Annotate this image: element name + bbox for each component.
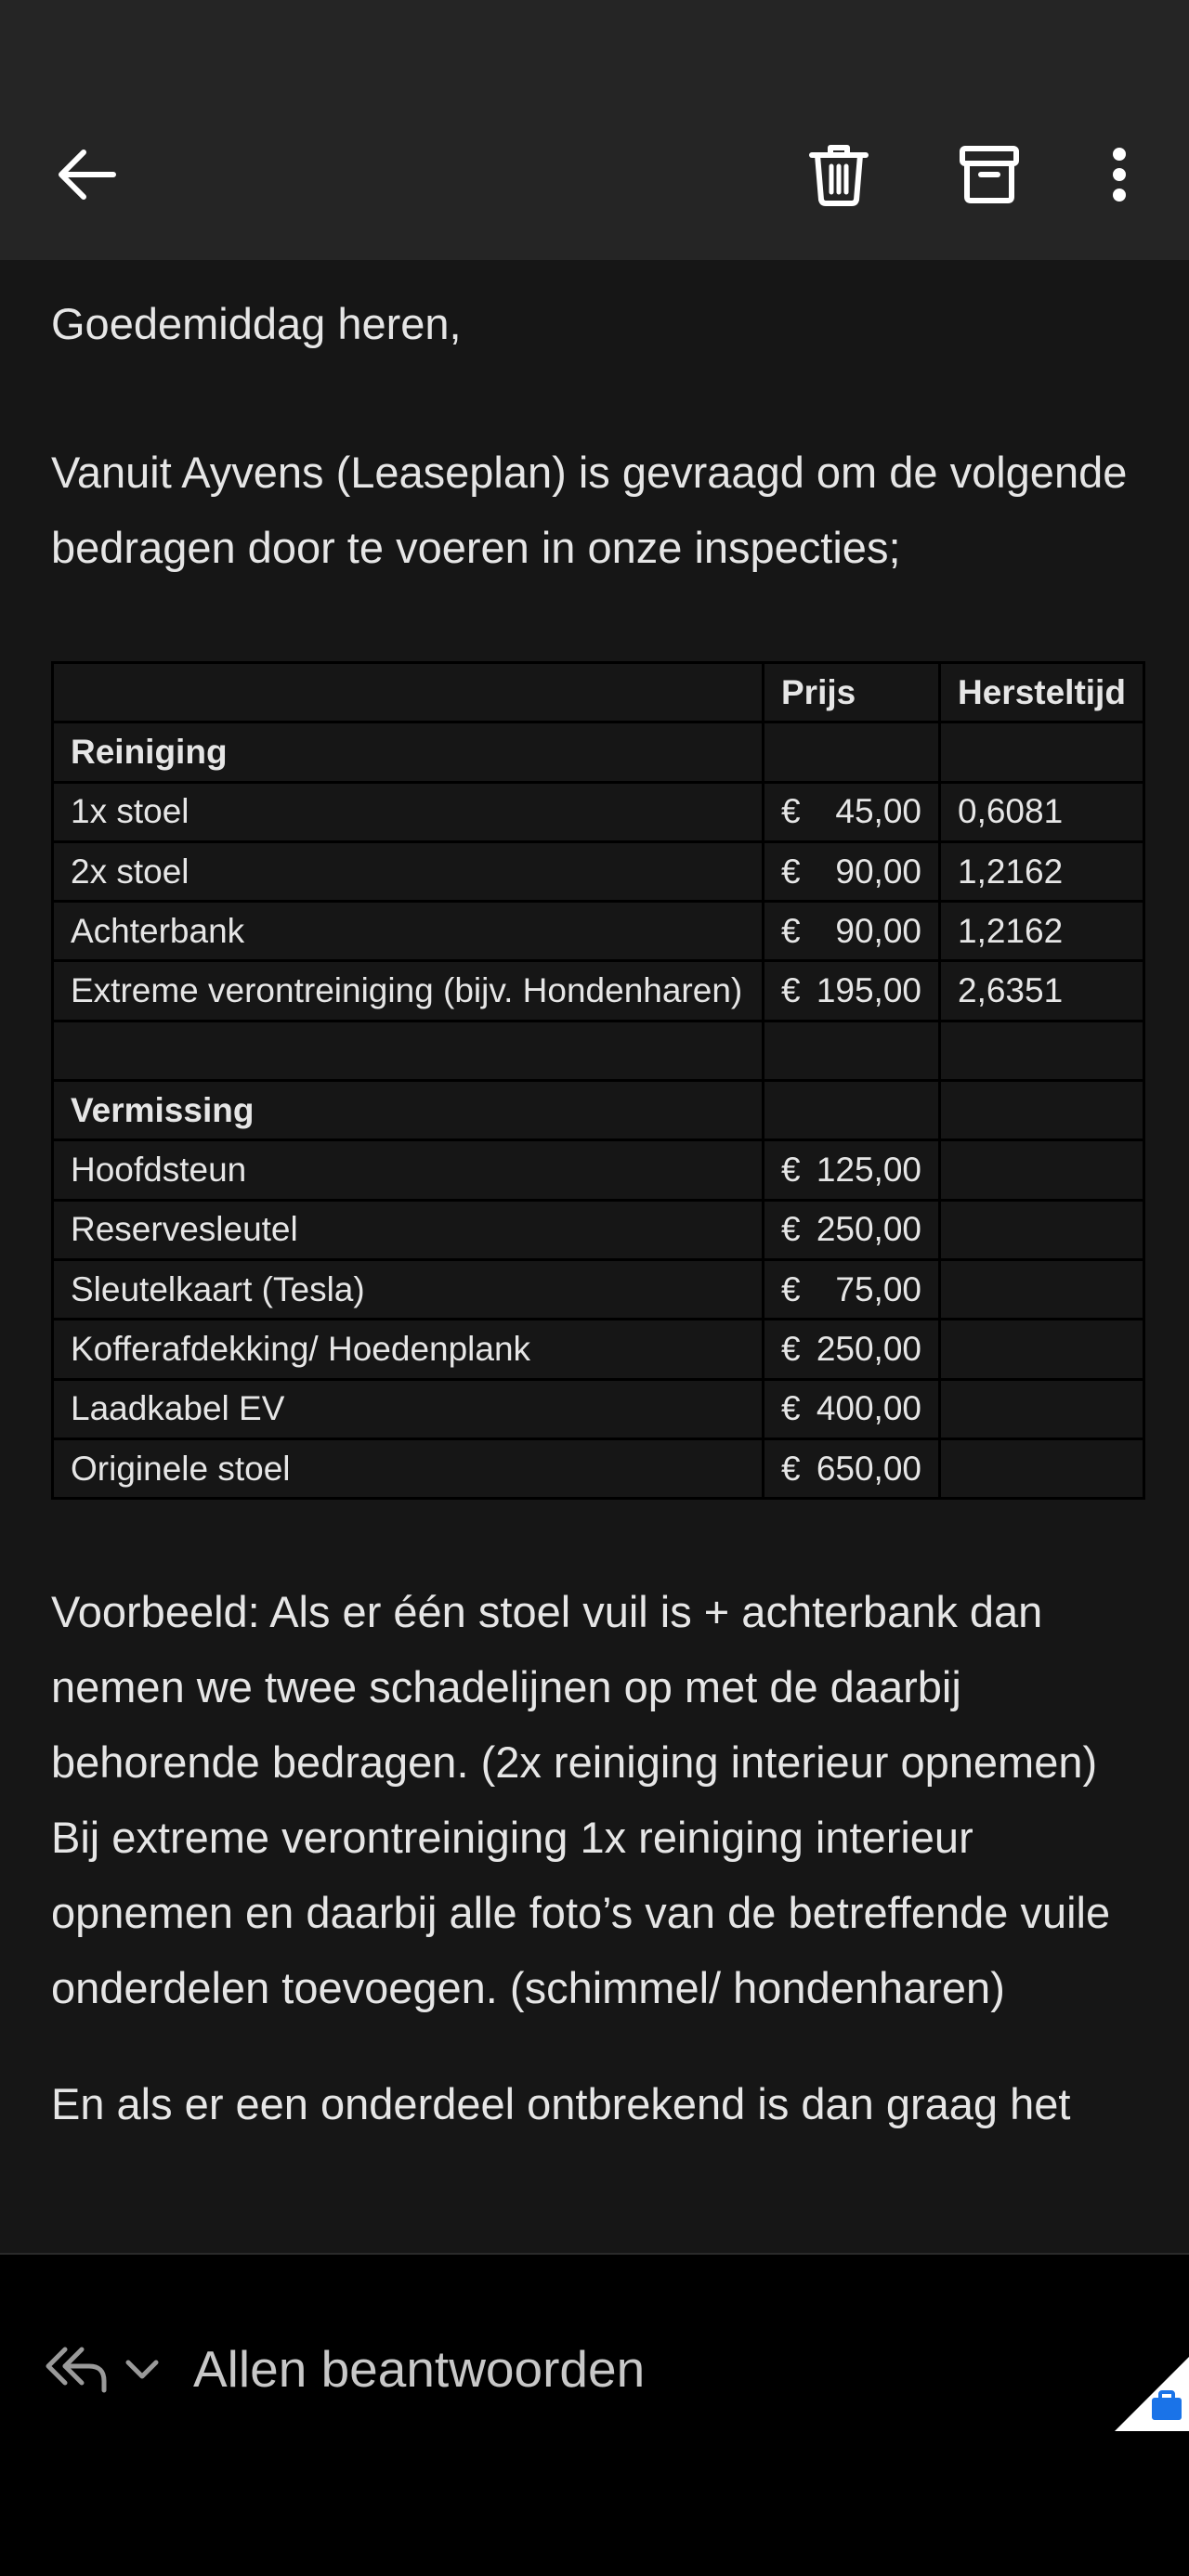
currency-symbol: €: [781, 792, 801, 831]
repair-time-cell: [940, 1259, 1144, 1319]
price-amount: 125,00: [816, 1151, 921, 1190]
price-amount: 400,00: [816, 1389, 921, 1428]
missing-part-text: En als er een onderdeel ontbrekend is dan graag het: [51, 2079, 1071, 2128]
table-row: [53, 902, 1144, 961]
currency-symbol: €: [781, 1389, 801, 1428]
table-header-row: [53, 663, 1144, 722]
header-time: Hersteltijd: [940, 663, 1144, 722]
email-body: [0, 260, 1189, 2253]
currency-symbol: €: [781, 1151, 801, 1190]
table-row: [53, 961, 1144, 1021]
table-row: [53, 1021, 1144, 1080]
greeting-text: Goedemiddag heren,: [51, 299, 462, 348]
table-section-row: [53, 1081, 1144, 1140]
price-amount: 250,00: [816, 1210, 921, 1249]
example-text: Voorbeeld: Als er één stoel vuil is + achterbank dan nemen we twee schadelijnen op met de daarbij behorende bedragen. (2x reiniging interieur opnemen) Bij extreme verontreiniging 1x reiniging interieur opnemen en daarbij alle foto’s van de betreffende vuile onderdelen toevoegen. (schimmel/ hondenharen): [51, 1587, 1111, 2012]
back-button[interactable]: [35, 124, 137, 226]
table-row: [53, 841, 1144, 901]
reply-bar: [0, 2253, 1189, 2576]
price-cell: [764, 1140, 940, 1200]
price-cell: [764, 1081, 940, 1140]
item-cell: Extreme verontreiniging (bijv. Hondenharen): [53, 961, 764, 1021]
reply-all-button[interactable]: Allen beantwoorden: [193, 2340, 646, 2398]
item-cell: Laadkabel EV: [53, 1379, 764, 1438]
price-cell: [764, 1379, 940, 1438]
currency-symbol: €: [781, 1269, 801, 1308]
top-app-bar: [0, 0, 1189, 260]
table-row: [53, 1200, 1144, 1259]
currency-symbol: €: [781, 911, 801, 950]
price-amount: 90,00: [835, 911, 921, 950]
repair-time-cell: 1,2162: [940, 841, 1144, 901]
table-row: [53, 1320, 1144, 1379]
table-row: [53, 1259, 1144, 1319]
price-amount: 195,00: [816, 971, 921, 1010]
repair-time-cell: [940, 1200, 1144, 1259]
repair-time-cell: [940, 1320, 1144, 1379]
repair-time-cell: 1,2162: [940, 902, 1144, 961]
repair-time-cell: [940, 1140, 1144, 1200]
archive-icon: [959, 145, 1020, 204]
arrow-left-icon: [54, 147, 119, 202]
table-section-row: [53, 722, 1144, 782]
currency-symbol: €: [781, 1449, 801, 1488]
price-cell: [764, 1021, 940, 1080]
repair-time-cell: [940, 1438, 1144, 1498]
table-row: [53, 1379, 1144, 1438]
price-table: [51, 661, 1145, 1500]
item-cell: Achterbank: [53, 902, 764, 961]
currency-symbol: €: [781, 1210, 801, 1249]
price-cell: [764, 782, 940, 841]
reply-all-icon[interactable]: [45, 2340, 110, 2396]
item-cell: 1x stoel: [53, 782, 764, 841]
currency-symbol: €: [781, 1329, 801, 1368]
price-cell: [764, 1259, 940, 1319]
archive-button[interactable]: [938, 124, 1040, 226]
price-table-wrapper: [51, 661, 1145, 1500]
repair-time-cell: [940, 1081, 1144, 1140]
repair-time-cell: [940, 1379, 1144, 1438]
item-cell: Reservesleutel: [53, 1200, 764, 1259]
table-row: [53, 1140, 1144, 1200]
price-amount: 45,00: [835, 792, 921, 831]
item-cell: Originele stoel: [53, 1438, 764, 1498]
price-amount: 75,00: [835, 1269, 921, 1308]
currency-symbol: €: [781, 971, 801, 1010]
item-cell: 2x stoel: [53, 841, 764, 901]
table-row: [53, 1438, 1144, 1498]
item-cell: Hoofdsteun: [53, 1140, 764, 1200]
table-body: [53, 722, 1144, 1499]
section-heading: Reiniging: [53, 722, 764, 782]
item-cell: [53, 1021, 764, 1080]
currency-symbol: €: [781, 852, 801, 891]
trash-icon: [808, 142, 869, 207]
price-cell: [764, 902, 940, 961]
header-item: [53, 663, 764, 722]
item-cell: Kofferafdekking/ Hoedenplank: [53, 1320, 764, 1379]
more-vertical-icon: [1110, 147, 1129, 202]
delete-button[interactable]: [788, 124, 890, 226]
intro-text: Vanuit Ayvens (Leaseplan) is gevraagd om de volgende bedragen door te voeren in onze inspecties;: [51, 448, 1128, 572]
price-cell: [764, 841, 940, 901]
more-options-button[interactable]: [1068, 124, 1170, 226]
repair-time-cell: [940, 722, 1144, 782]
briefcase-icon: [1115, 2357, 1189, 2431]
table-row: [53, 782, 1144, 841]
price-cell: [764, 1200, 940, 1259]
price-cell: [764, 961, 940, 1021]
price-cell: [764, 1438, 940, 1498]
section-heading: Vermissing: [53, 1081, 764, 1140]
chevron-down-icon[interactable]: [121, 2348, 163, 2390]
price-cell: [764, 1320, 940, 1379]
price-amount: 90,00: [835, 852, 921, 891]
repair-time-cell: [940, 1021, 1144, 1080]
price-amount: 250,00: [816, 1329, 921, 1368]
price-cell: [764, 722, 940, 782]
repair-time-cell: 2,6351: [940, 961, 1144, 1021]
price-amount: 650,00: [816, 1449, 921, 1488]
repair-time-cell: 0,6081: [940, 782, 1144, 841]
header-price: Prijs: [764, 663, 940, 722]
item-cell: Sleutelkaart (Tesla): [53, 1259, 764, 1319]
